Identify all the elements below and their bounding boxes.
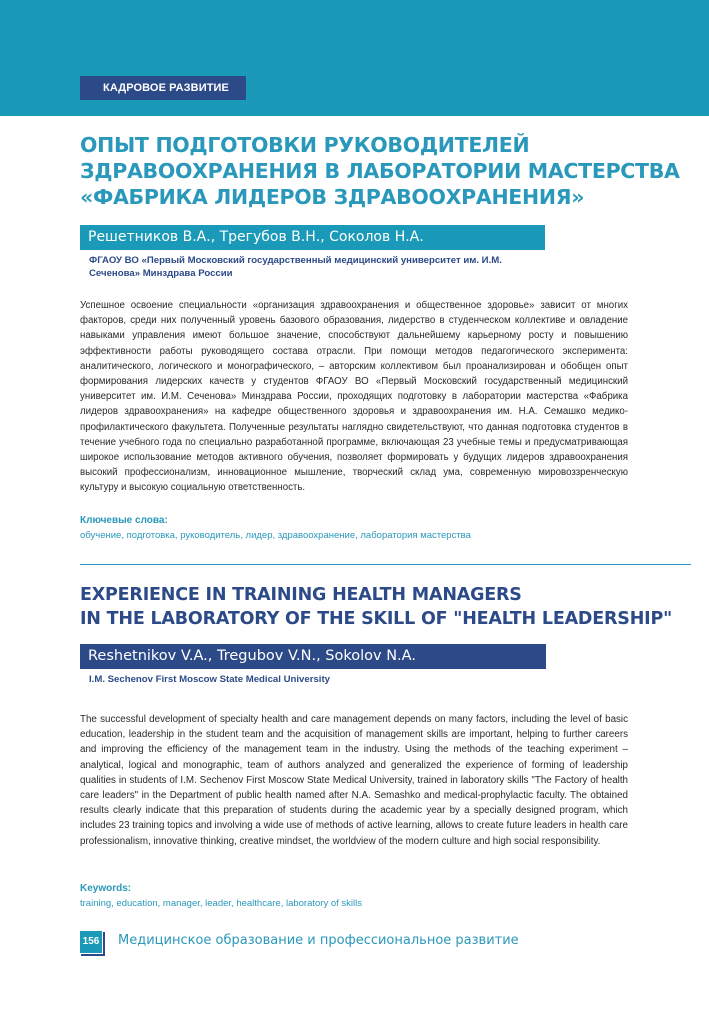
- en-abstract: The successful development of specialty health and care management depends on many factors, including the level of basic education, leadership in the student team and the acquisition of management skills are important, helping to further careers and improving the efficiency of the management team in the industry. Using the methods of the teaching experiment – analytical, logical and monographic, team of authors analyzed and generalized the experience of forming of leadership qualities in students of I.M. Sechenov First Moscow State Medical University, trained in laboratory skills "The Factory of health care leaders" in the Department of public health named after N.A. Semashko and medical-prophylactic faculty. The obtained results clearly indicate that this preparation of students during the academic year by a specially designed program, which includes 23 training topics and involving a wide use of methods of active learning, allows to create future leaders in health care professionalism, innovative thinking, creative mindset, the worldview of the modern culture and high social responsibility.: [80, 714, 628, 847]
- en-keywords-label: Keywords:: [80, 883, 132, 894]
- en-affiliation: I.M. Sechenov First Moscow State Medical University: [89, 674, 330, 685]
- en-title-line: IN THE LABORATORY OF THE SKILL OF "HEALTH LEADERSHIP": [80, 609, 672, 629]
- ru-authors: Решетников В.А., Трегубов В.Н., Соколов Н.А.: [80, 225, 545, 250]
- ru-title-line: ЗДРАВООХРАНЕНИЯ В ЛАБОРАТОРИИ МАСТЕРСТВА: [80, 159, 680, 183]
- section-divider: [80, 564, 691, 565]
- journal-name: Медицинское образование и профессиональное развитие: [118, 933, 519, 948]
- section-tag: КАДРОВОЕ РАЗВИТИЕ: [80, 76, 246, 100]
- ru-title-line: «ФАБРИКА ЛИДЕРОВ ЗДРАВООХРАНЕНИЯ»: [80, 185, 585, 209]
- en-authors: Reshetnikov V.A., Tregubov V.N., Sokolov N.A.: [80, 644, 546, 669]
- en-title: [80, 583, 680, 631]
- ru-keywords: обучение, подготовка, руководитель, лидер, здравоохранение, лаборатория мастерства: [80, 530, 471, 541]
- en-title-line: EXPERIENCE IN TRAINING HEALTH MANAGERS: [80, 585, 522, 605]
- ru-affiliation: ФГАОУ ВО «Первый Московский государственный медицинский университет им. И.М. Сеченова» Минздрава России: [89, 255, 502, 279]
- ru-title-line: ОПЫТ ПОДГОТОВКИ РУКОВОДИТЕЛЕЙ: [80, 133, 530, 157]
- ru-keywords-label: Ключевые слова:: [80, 515, 168, 526]
- en-keywords: training, education, manager, leader, healthcare, laboratory of skills: [80, 898, 362, 909]
- page-number: 156: [80, 931, 102, 953]
- ru-abstract: Успешное освоение специальности «организация здравоохранения и общественное здоровье» зависит от многих факторов, среди них полученный уровень базового образования, лидерство в студенческом коллективе и овладение навыками управления имеют большое значение, способствуют дальнейшему карьерному росту и повышению эффективности работы руководящего состава отрасли. При помощи методов педагогического эксперимента: аналитического, логического и монографического, – авторским коллективом был проанализирован и обобщен опыт формирования лидерских качеств у студентов ФГАОУ ВО «Первый Московский государственный медицинский университет им. И.М. Сеченова» Минздрава России, проходящих подготовку в лаборатории мастерства «Фабрика лидеров здравоохранения» на кафедре общественного здоровья и здравоохранения им. Н.А. Семашко медико-профилактического факультета. Полученные результаты наглядно свидетельствуют, что данная подготовка студентов в течение учебного года по специально разработанной программе, включающая 23 учебные темы и предусматривающая широкое использование методов активного обучения, позволяет формировать у будущих лидеров здравоохранения высокий профессионализм, инновационное мышление, творческий склад ума, современную мировоззренческую культуру и высокую социальную ответственность.: [80, 300, 628, 494]
- ru-title: [80, 132, 680, 210]
